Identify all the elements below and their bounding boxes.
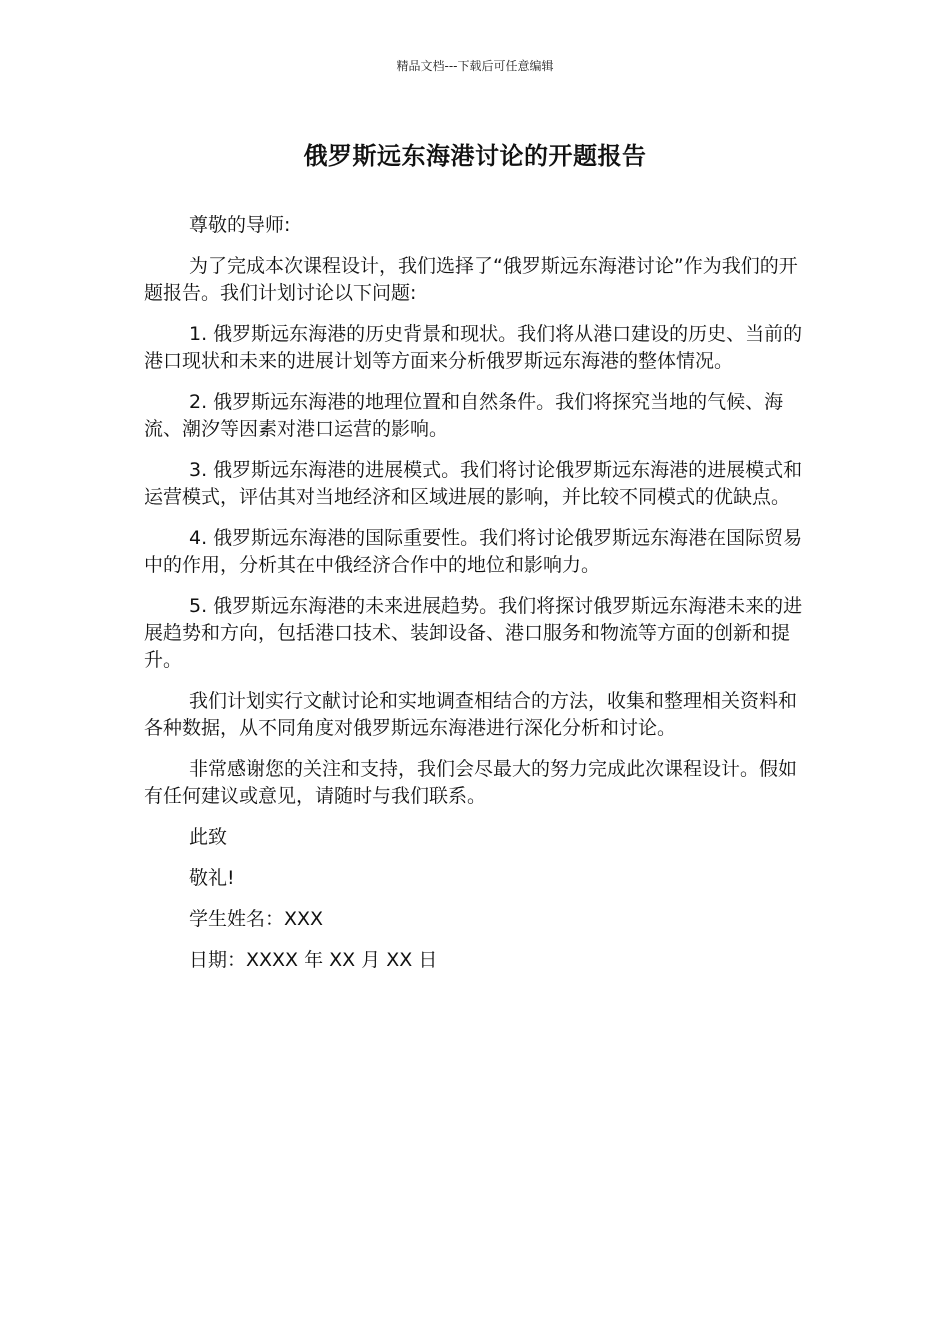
closing-salute: 敬礼! [189, 867, 235, 889]
method-paragraph: 我们计划实行文献讨论和实地调查相结合的方法，收集和整理相关资料和各种数据，从不同角度对俄罗斯远东海港进行深化分析和讨论。 [144, 690, 798, 739]
document-title: 俄罗斯远东海港讨论的开题报告 [303, 142, 647, 170]
list-item: 5. 俄罗斯远东海港的未来进展趋势。我们将探讨俄罗斯远东海港未来的进展趋势和方向，包括港口技术、装卸设备、港口服务和物流等方面的创新和提升。 [144, 595, 803, 671]
list-item: 1. 俄罗斯远东海港的历史背景和现状。我们将从港口建设的历史、当前的港口现状和未来的进展计划等方面来分析俄罗斯远东海港的整体情况。 [144, 323, 803, 372]
student-name: 学生姓名：XXX [189, 908, 324, 930]
document-body [144, 212, 812, 988]
date-line: 日期：XXXX 年 XX 月 XX 日 [189, 949, 438, 971]
list-item: 4. 俄罗斯远东海港的国际重要性。我们将讨论俄罗斯远东海港在国际贸易中的作用，分析其在中俄经济合作中的地位和影响力。 [144, 527, 803, 576]
list-item: 3. 俄罗斯远东海港的进展模式。我们将讨论俄罗斯远东海港的进展模式和运营模式，评估其对当地经济和区域进展的影响，并比较不同模式的优缺点。 [144, 459, 803, 508]
thanks-paragraph: 非常感谢您的关注和支持，我们会尽最大的努力完成此次课程设计。假如有任何建议或意见，请随时与我们联系。 [144, 758, 798, 807]
salutation: 尊敬的导师: [189, 214, 291, 236]
header-note: 精品文档---下载后可任意编辑 [396, 59, 554, 73]
intro-paragraph: 为了完成本次课程设计，我们选择了“俄罗斯远东海港讨论”作为我们的开题报告。我们计划讨论以下问题: [144, 255, 798, 304]
list-item: 2. 俄罗斯远东海港的地理位置和自然条件。我们将探究当地的气候、海流、潮汐等因素对港口运营的影响。 [144, 391, 784, 440]
closing-line: 此致 [189, 826, 228, 848]
